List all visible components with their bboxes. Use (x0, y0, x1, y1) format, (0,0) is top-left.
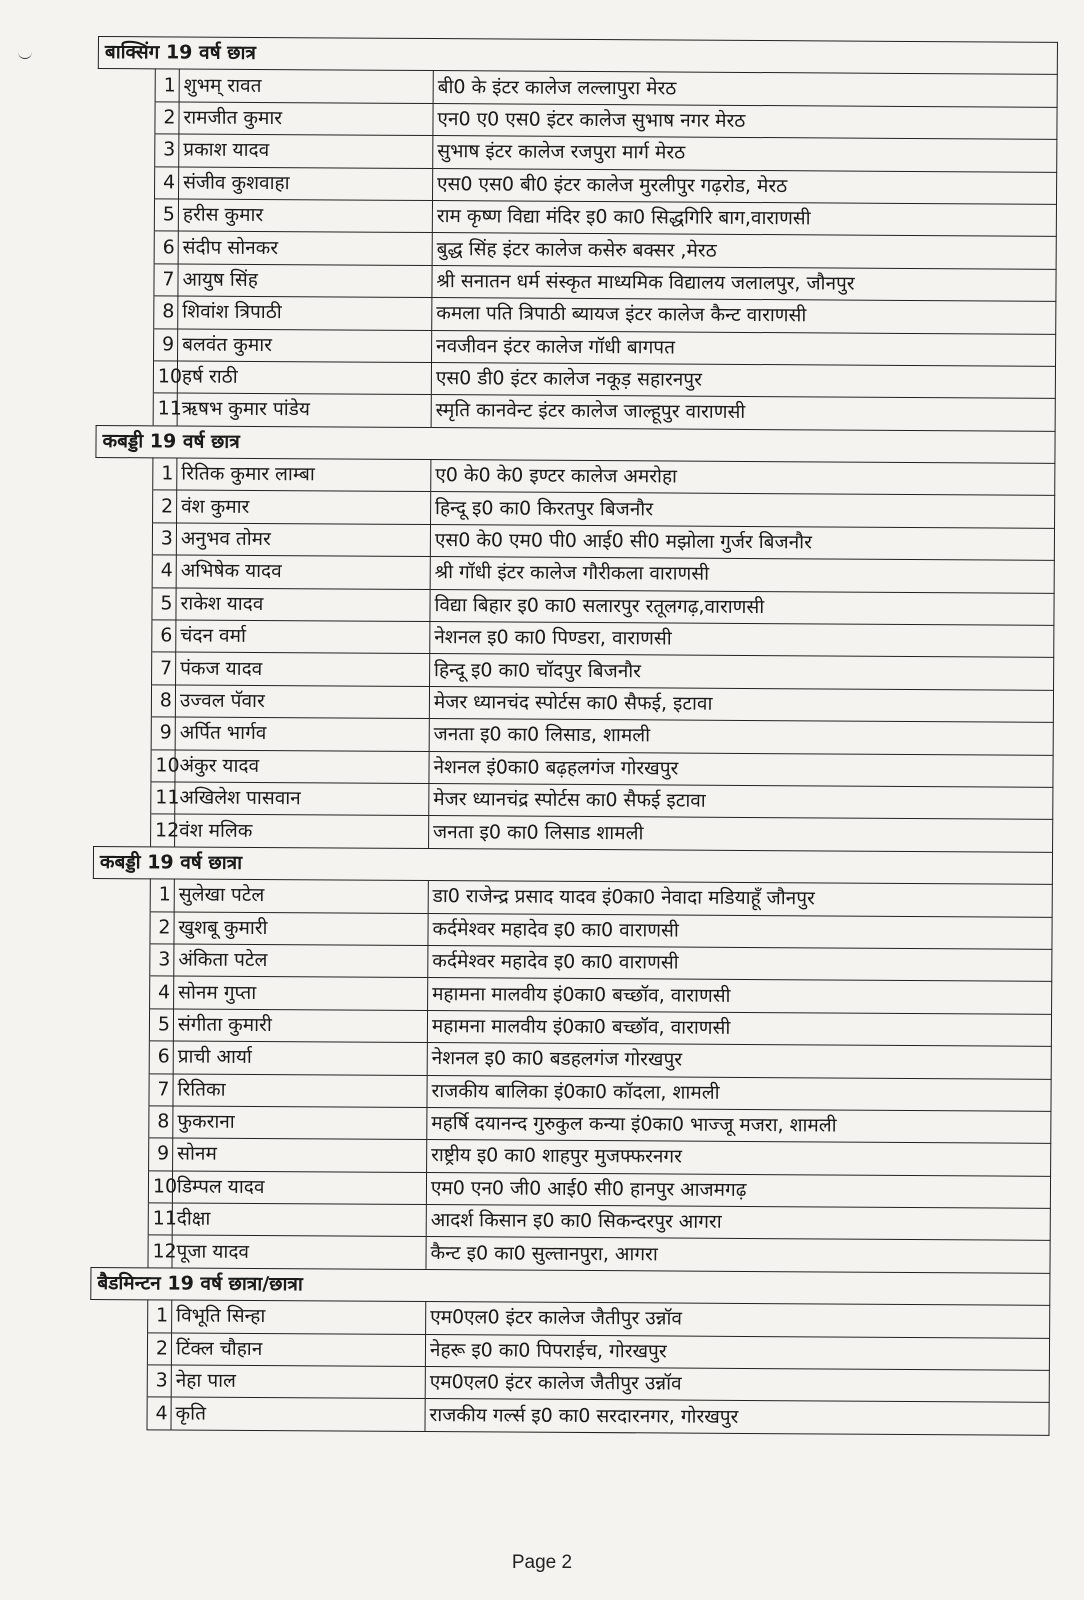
page-number: Page 2 (511, 1552, 573, 1573)
serial-number: 4 (152, 555, 176, 588)
row-margin (97, 328, 154, 361)
serial-number: 10 (151, 749, 175, 782)
school-name: राजकीय बालिका इं0का0 कॉदला, शामली (427, 1075, 1051, 1111)
school-name: नेहरू इ0 का0 पिपराईच, गोरखपुर (425, 1334, 1049, 1370)
school-name: नेशनल इ0 का0 बडहलगंज गोरखपुर (427, 1043, 1051, 1079)
student-name: चंदन वर्मा (176, 620, 430, 654)
serial-number: 8 (149, 1106, 173, 1139)
serial-number: 12 (148, 1235, 172, 1268)
school-name: विद्या बिहार इ0 का0 सलारपुर रतूलगढ़,वाराणसी (430, 589, 1054, 625)
student-name: शिवांश त्रिपाठी (178, 296, 432, 330)
serial-number: 4 (147, 1397, 171, 1430)
school-name: जनता इ0 का0 लिसाड शामली (428, 816, 1052, 852)
serial-number: 7 (151, 652, 175, 685)
school-name: एम0एल0 इंटर कालेज जैतीपुर उन्नॉव (426, 1302, 1050, 1338)
serial-number: 10 (153, 361, 177, 394)
school-name: नवजीवन इंटर कालेज गॉधी बागपत (431, 330, 1055, 366)
section-title: कबड्डी 19 वर्ष छात्रा (93, 846, 1052, 884)
school-name: हिन्दू इ0 का0 किरतपुर बिजनौर (430, 492, 1054, 528)
school-name: डा0 राजेन्द्र प्रसाद यादव इं0का0 नेवादा मडियाहूँ जौनपुर (428, 881, 1052, 917)
school-name: मेजर ध्यानचंद स्पोर्टस का0 सैफई, इटावा (429, 686, 1053, 722)
student-name: अंकुर यादव (175, 750, 429, 784)
student-name: अंकिता पटेल (174, 944, 428, 978)
student-name: अर्पित भार्गव (175, 717, 429, 751)
serial-number: 9 (151, 717, 175, 750)
school-name: राम कृष्ण विद्या मंदिर इ0 का0 सिद्धगिरि बाग,वाराणसी (432, 200, 1056, 236)
student-name: वंश कुमार (177, 490, 431, 524)
serial-number: 4 (154, 166, 178, 199)
school-name: एस0 एस0 बी0 इंटर कालेज मुरलीपुर गढ़रोड, मेरठ (432, 168, 1056, 204)
row-margin (97, 296, 154, 329)
row-margin (97, 231, 154, 264)
serial-number: 6 (149, 1041, 173, 1074)
school-name: श्री गॉधी इंटर कालेज गौरीकला वाराणसी (430, 557, 1054, 593)
student-name: खुशबू कुमारी (174, 912, 428, 946)
section-title: बैडमिन्टन 19 वर्ष छात्रा/छात्रा (91, 1267, 1050, 1305)
row-margin (92, 1041, 149, 1074)
student-name: संजीव कुशवाहा (179, 167, 433, 201)
student-name: फुकराना (173, 1106, 427, 1140)
school-name: एस0 के0 एम0 पी0 आई0 सी0 मझोला गुर्जर बिजनौर (430, 524, 1054, 560)
student-name: सोनम (173, 1138, 427, 1172)
row-margin (92, 1138, 149, 1171)
row-margin (90, 1364, 147, 1397)
serial-number: 5 (149, 1009, 173, 1042)
student-name: कृति (171, 1397, 425, 1431)
section-title: बाक्सिंग 19 वर्ष छात्र (98, 37, 1057, 75)
student-name: प्राची आर्या (173, 1041, 427, 1075)
student-name: नेहा पाल (171, 1365, 425, 1399)
row-margin (95, 555, 152, 588)
row-margin (95, 522, 152, 555)
school-name: बी0 के इंटर कालेज लल्लापुरा मेरठ (433, 71, 1057, 107)
row-margin (91, 1170, 148, 1203)
row-margin (92, 1105, 149, 1138)
school-name: श्री सनातन धर्म संस्कृत माध्यमिक विद्यालय जलालपुर, जौनपुर (432, 265, 1056, 301)
school-name: एस0 डी0 इंटर कालेज नकूड़ सहारनपुर (431, 362, 1055, 398)
row-margin (95, 652, 152, 685)
school-name: नेशनल इं0का0 बढ़हलगंज गोरखपुर (429, 751, 1053, 787)
row-margin (98, 166, 155, 199)
student-name: वंश मलिक (175, 814, 429, 848)
student-name: सुलेखा पटेल (174, 879, 428, 913)
student-name: राकेश यादव (176, 588, 430, 622)
school-name: जनता इ0 का0 लिसाड, शामली (429, 719, 1053, 755)
row-margin (93, 976, 150, 1009)
row-margin (94, 814, 151, 847)
school-name: एम0एल0 इंटर कालेज जैतीपुर उन्नॉव (425, 1367, 1049, 1403)
student-name: दीक्षा (172, 1203, 426, 1237)
student-name: संगीता कुमारी (173, 1009, 427, 1043)
school-name: बुद्ध सिंह इंटर कालेज कसेरु बक्सर ,मेरठ (432, 233, 1056, 269)
row-margin (97, 198, 154, 231)
school-name: महामना मालवीय इं0का0 बच्छॉव, वाराणसी (427, 1010, 1051, 1046)
serial-number: 3 (147, 1365, 171, 1398)
row-margin (96, 490, 153, 523)
school-name: कमला पति त्रिपाठी ब्यायज इंटर कालेज कैन्ट वाराणसी (432, 298, 1056, 334)
row-margin (90, 1397, 147, 1430)
student-name: प्रकाश यादव (179, 134, 433, 168)
row-margin (97, 263, 154, 296)
student-name: हर्ष राठी (177, 361, 431, 395)
serial-number: 2 (155, 102, 179, 135)
student-name: डिम्पल यादव (172, 1171, 426, 1205)
row-margin (94, 717, 151, 750)
serial-number: 1 (153, 458, 177, 491)
row-margin (98, 134, 155, 167)
student-name: टिंक्ल चौहान (171, 1333, 425, 1367)
row-margin (94, 781, 151, 814)
serial-number: 12 (150, 814, 174, 847)
school-name: आदर्श किसान इ0 का0 सिकन्दरपुर आगरा (426, 1205, 1050, 1241)
serial-number: 9 (148, 1138, 172, 1171)
student-name: हरीस कुमार (178, 199, 432, 233)
section-title: कबड्डी 19 वर्ष छात्र (96, 425, 1055, 463)
school-name: कर्दमेश्वर महादेव इ0 का0 वाराणसी (428, 945, 1052, 981)
school-name: सुभाष इंटर कालेज रजपुरा मार्ग मेरठ (433, 136, 1057, 172)
serial-number: 8 (151, 685, 175, 718)
serial-number: 1 (155, 69, 179, 102)
serial-number: 4 (149, 976, 173, 1009)
serial-number: 3 (155, 134, 179, 167)
student-name: शुभम् रावत (179, 69, 433, 103)
row-margin (96, 458, 153, 491)
serial-number: 2 (147, 1332, 171, 1365)
row-margin (91, 1300, 148, 1333)
school-name: स्मृति कानवेन्ट इंटर कालेज जाल्हूपुर वाराणसी (431, 395, 1055, 431)
school-name: महामना मालवीय इं0का0 बच्छॉव, वाराणसी (428, 978, 1052, 1014)
serial-number: 6 (154, 231, 178, 264)
serial-number: 11 (153, 393, 177, 426)
school-name: ए0 के0 के0 इण्टर कालेज अमरोहा (431, 460, 1055, 496)
school-name: एन0 ए0 एस0 इंटर कालेज सुभाष नगर मेरठ (433, 103, 1057, 139)
row-margin (92, 1073, 149, 1106)
student-name: अनुभव तोमर (176, 523, 430, 557)
serial-number: 7 (149, 1073, 173, 1106)
school-name: राष्ट्रीय इ0 का0 शाहपुर मुजफ्फरनगर (427, 1140, 1051, 1176)
serial-number: 11 (148, 1203, 172, 1236)
student-name: रितिका (173, 1073, 427, 1107)
serial-number: 3 (150, 944, 174, 977)
student-name: ऋषभ कुमार पांडेय (177, 393, 431, 427)
school-name: एम0 एन0 जी0 आई0 सी0 हानपुर आजमगढ़ (426, 1172, 1050, 1208)
row-margin (94, 749, 151, 782)
serial-number: 2 (150, 911, 174, 944)
row-margin (93, 911, 150, 944)
pen-mark (18, 48, 32, 59)
student-name: सोनम गुप्ता (174, 976, 428, 1010)
student-name: रामजीत कुमार (179, 102, 433, 136)
serial-number: 7 (154, 264, 178, 297)
serial-number: 11 (151, 782, 175, 815)
student-name: उज्वल पॅवार (175, 685, 429, 719)
serial-number: 1 (150, 879, 174, 912)
row-margin (95, 620, 152, 653)
row-margin (91, 1203, 148, 1236)
serial-number: 2 (152, 490, 176, 523)
school-name: नेशनल इ0 का0 पिण्डरा, वाराणसी (430, 622, 1054, 658)
school-name: कैन्ट इ0 का0 सुल्तानपुरा, आगरा (426, 1237, 1050, 1273)
school-name: कर्दमेश्वर महादेव इ0 का0 वाराणसी (428, 913, 1052, 949)
row-margin (95, 587, 152, 620)
student-name: अखिलेश पासवान (175, 782, 429, 816)
row-margin (92, 1008, 149, 1041)
student-name: बलवंत कुमार (178, 329, 432, 363)
row-margin (94, 684, 151, 717)
serial-number: 9 (153, 328, 177, 361)
serial-number: 5 (154, 199, 178, 232)
row-margin (93, 879, 150, 912)
student-name: संदीप सोनकर (178, 231, 432, 265)
student-name: रितिक कुमार लाम्बा (177, 458, 431, 492)
row-margin (90, 1332, 147, 1365)
row-margin (96, 360, 153, 393)
row-margin (98, 69, 155, 102)
row-margin (98, 101, 155, 134)
student-name: पंकज यादव (176, 652, 430, 686)
student-name: विभूति सिन्हा (172, 1300, 426, 1334)
student-name: अभिषेक यादव (176, 555, 430, 589)
school-name: महर्षि दयानन्द गुरुकुल कन्या इं0का0 भाज्जू मजरा, शामली (427, 1107, 1051, 1143)
serial-number: 10 (148, 1171, 172, 1204)
serial-number: 6 (152, 620, 176, 653)
serial-number: 5 (152, 587, 176, 620)
student-name: आयुष सिंह (178, 264, 432, 298)
serial-number: 8 (154, 296, 178, 329)
serial-number: 1 (148, 1300, 172, 1333)
participants-table (89, 36, 1057, 1436)
school-name: राजकीय गर्ल्स इ0 का0 सरदारनगर, गोरखपुर (425, 1399, 1049, 1435)
row-margin (93, 943, 150, 976)
school-name: मेजर ध्यानचंद्र स्पोर्टस का0 सैफई इटावा (429, 784, 1053, 820)
row-margin (91, 1235, 148, 1268)
serial-number: 3 (152, 523, 176, 556)
student-name: पूजा यादव (172, 1235, 426, 1269)
table-row (90, 1397, 1049, 1435)
row-margin (96, 393, 153, 426)
school-name: हिन्दू इ0 का0 चॉदपुर बिजनौर (429, 654, 1053, 690)
